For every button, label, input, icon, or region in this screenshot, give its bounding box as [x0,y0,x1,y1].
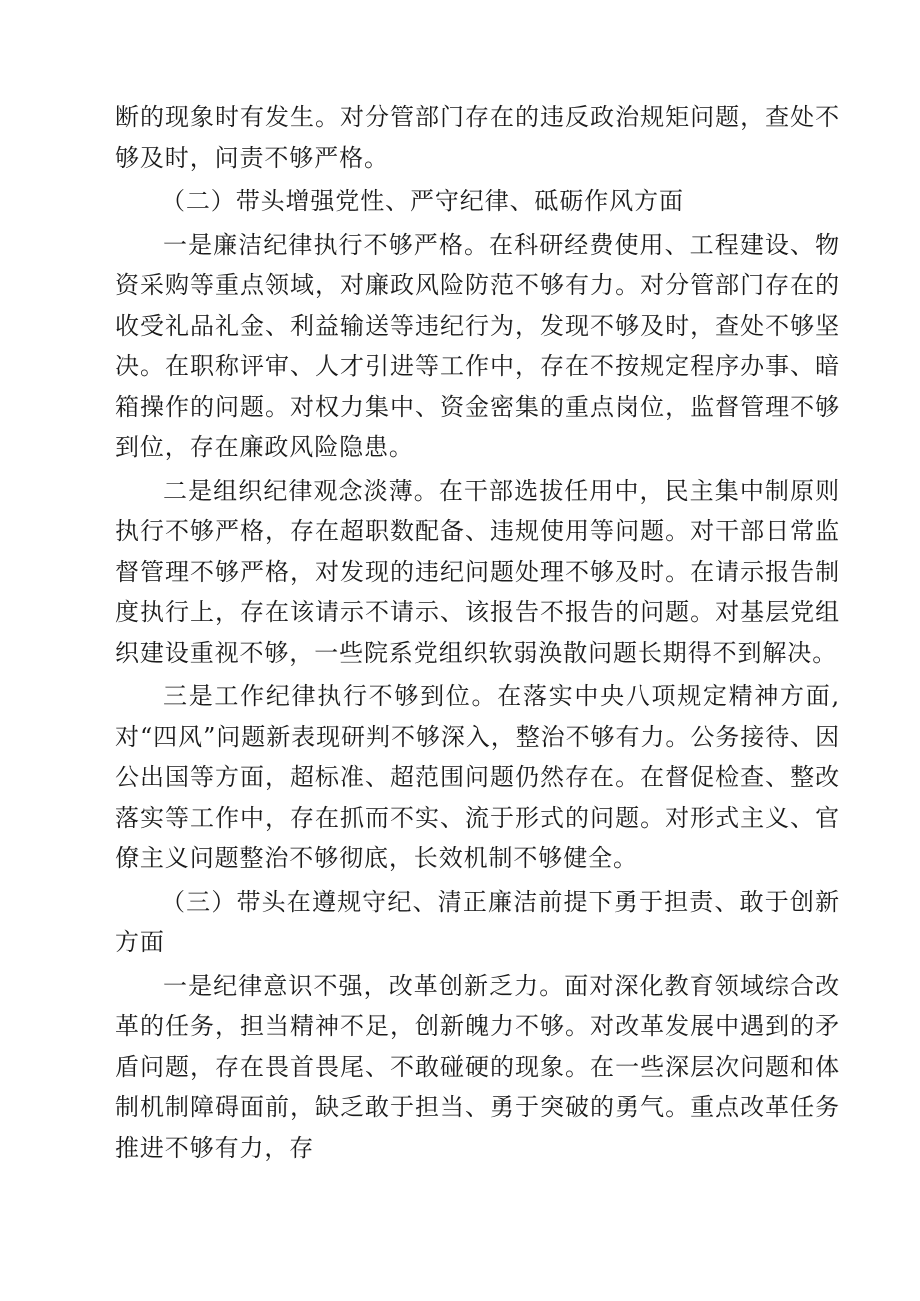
section-heading-2: （二）带头增强党性、严守纪律、砥砺作风方面 [161,187,684,215]
document-body [115,97,840,1168]
paragraph-work-discipline: 三是工作纪律执行不够到位。在落实中央八项规定精神方面,对“四风”问题新表现研判不够深入，整治不够有力。公务接待、因公出国等方面，超标准、超范围问题仍然存在。在督促检查、整改落实等工作中，存在抓而不实、流于形式的问题。对形式主义、官僚主义问题整治不够彻底，长效机制不够健全。 [115,682,840,872]
paragraph-reform-innovation: 一是纪律意识不强，改革创新乏力。面对深化教育领域综合改革的任务，担当精神不足，创新魄力不够。对改革发展中遇到的矛盾问题，存在畏首畏尾、不敢碰硬的现象。在一些深层次问题和体制机制障碍面前，缺乏敢于担当、勇于突破的勇气。重点改革任务推进不够有力，存 [115,971,840,1162]
paragraph-organizational-discipline: 二是组织纪律观念淡薄。在干部选拔任用中，民主集中制原则执行不够严格，存在超职数配备、违规使用等问题。对干部日常监督管理不够严格，对发现的违纪问题处理不够及时。在请示报告制度执行上，存在该请示不请示、该报告不报告的问题。对基层党组织建设重视不够，一些院系党组织软弱涣散问题长期得不到解决。 [115,476,840,667]
section-heading-3: （三）带头在遵规守纪、清正廉洁前提下勇于担责、敢于创新方面 [115,887,840,956]
paragraph-continuation: 断的现象时有发生。对分管部门存在的违反政治规矩问题，查处不够及时，问责不够严格。 [115,103,840,172]
paragraph-integrity-discipline: 一是廉洁纪律执行不够严格。在科研经费使用、工程建设、物资采购等重点领域，对廉政风险防范不够有力。对分管部门存在的收受礼品礼金、利益输送等违纪行为，发现不够及时，查处不够坚决。在职称评审、人才引进等工作中，存在不按规定程序办事、暗箱操作的问题。对权力集中、资金密集的重点岗位，监督管理不够到位，存在廉政风险隐患。 [115,230,840,461]
